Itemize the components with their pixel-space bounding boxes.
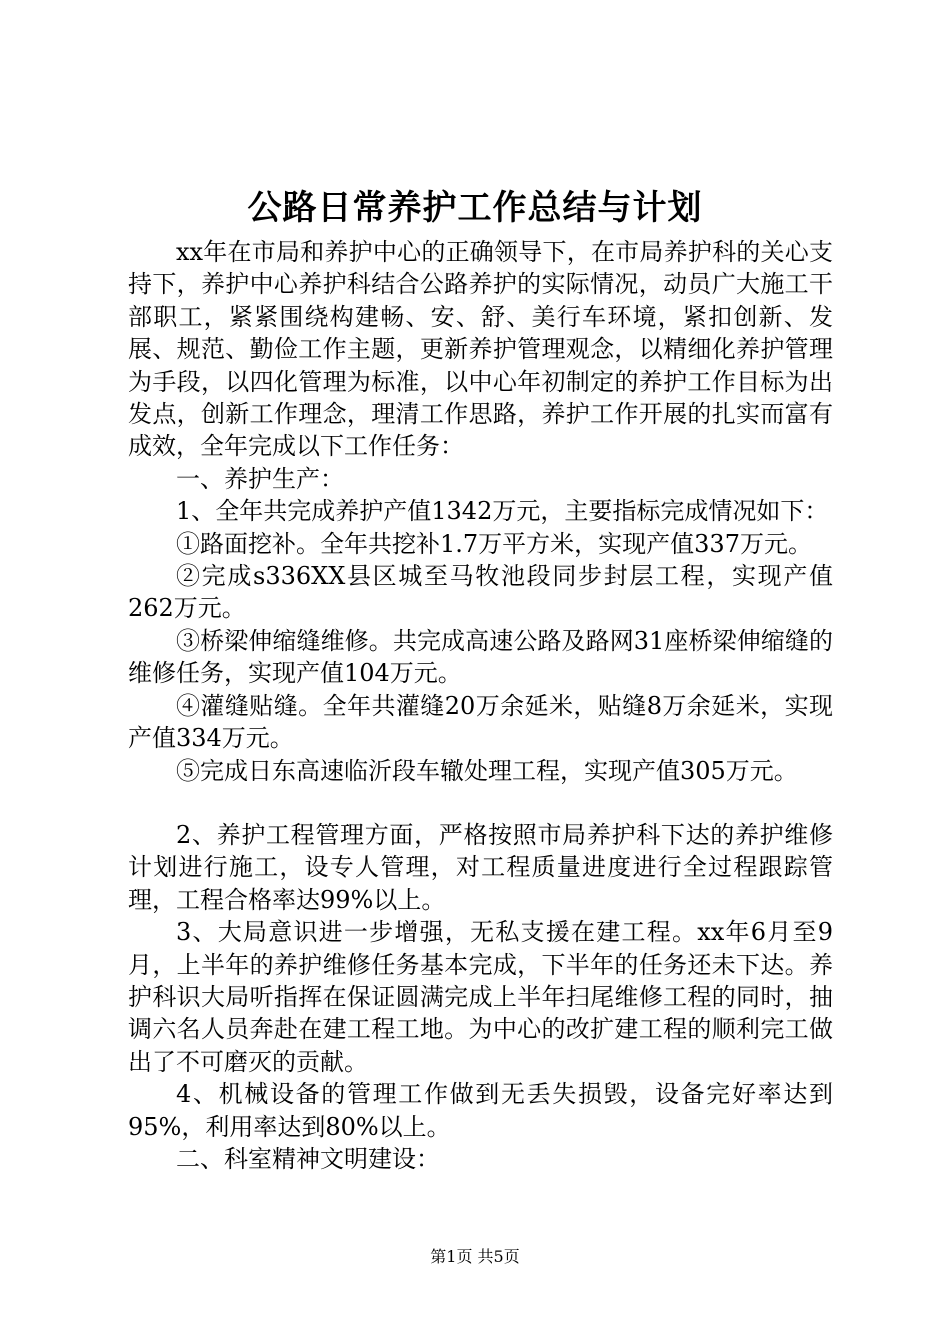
paragraph-gap (128, 787, 833, 819)
paragraph-subitem-4: ④灌缝贴缝。全年共灌缝20万余延米，贴缝8万余延米，实现产值334万元。 (128, 691, 833, 753)
paragraph-subitem-1: ①路面挖补。全年共挖补1.7万平方米，实现产值337万元。 (176, 529, 812, 558)
paragraph-item-3: 3、大局意识进一步增强，无私支援在建工程。xx年6月至9月，上半年的养护维修任务基本完成，下半年的任务还未下达。养护科识大局听指挥在保证圆满完成上半年扫尾维修工程的同时，抽调六名人员奔赴在建工程工地。为中心的改扩建工程的顺利完工做出了不可磨灭的贡献。 (128, 918, 833, 1076)
heading-spiritual-civilization: 二、科室精神文明建设： (176, 1144, 440, 1173)
paragraph-subitem-3: ③桥梁伸缩缝维修。共完成高速公路及路网31座桥梁伸缩缝的维修任务，实现产值104万元。 (128, 626, 833, 688)
document-body (128, 236, 833, 1175)
paragraph-subitem-5: ⑤完成日东高速临沂段车辙处理工程，实现产值305万元。 (176, 756, 798, 785)
paragraph-subitem-2: ②完成s336XX县区城至马牧池段同步封层工程，实现产值262万元。 (128, 562, 833, 623)
page-footer: 第1页 共5页 (430, 1247, 520, 1266)
paragraph-item-1: 1、全年共完成养护产值1342万元，主要指标完成情况如下： (176, 497, 829, 526)
paragraph-item-4: 4、机械设备的管理工作做到无丢失损毁，设备完好率达到95%，利用率达到80%以上。 (128, 1080, 833, 1141)
paragraph-intro: xx年在市局和养护中心的正确领导下，在市局养护科的关心支持下，养护中心养护科结合公路养护的实际情况，动员广大施工干部职工，紧紧围绕构建畅、安、舒、美行车环境，紧扣创新、发展、规范、勤俭工作主题，更新养护管理观念，以精细化养护管理为手段，以四化管理为标准，以中心年初制定的养护工作目标为出发点，创新工作理念，理清工作思路，养护工作开展的扎实而富有成效，全年完成以下工作任务： (128, 238, 833, 461)
heading-maintenance-production: 一、养护生产： (176, 464, 344, 493)
paragraph-item-2: 2、养护工程管理方面，严格按照市局养护科下达的养护维修计划进行施工，设专人管理，对工程质量进度进行全过程跟踪管理，工程合格率达99%以上。 (128, 820, 833, 914)
document-title: 公路日常养护工作总结与计划 (247, 188, 703, 228)
